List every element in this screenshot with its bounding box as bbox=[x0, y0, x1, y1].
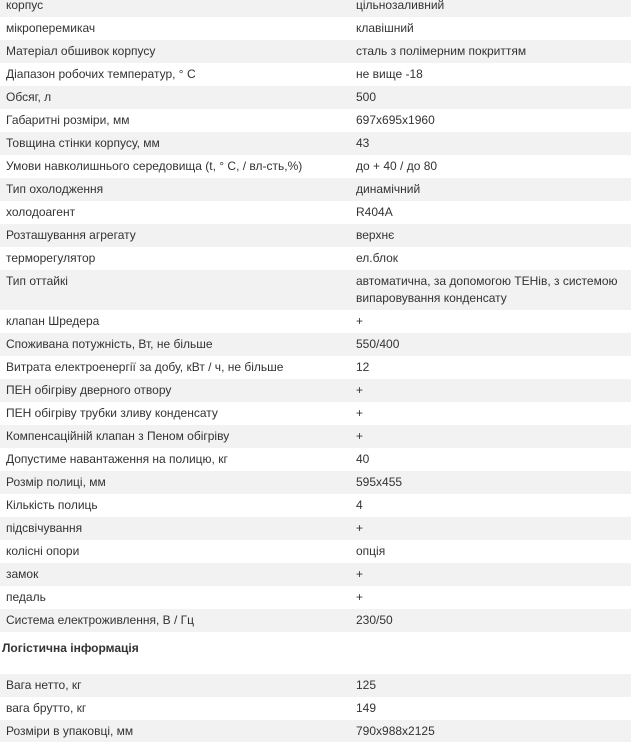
spec-label: Кількість полиць bbox=[0, 494, 350, 517]
spec-value: + bbox=[350, 586, 631, 609]
spec-value: верхнє bbox=[350, 224, 631, 247]
table-row bbox=[0, 494, 631, 517]
spec-value: + bbox=[350, 310, 631, 333]
logistics-table bbox=[0, 674, 631, 742]
table-row bbox=[0, 379, 631, 402]
spec-value: 790х988х2125 bbox=[350, 720, 631, 742]
table-row bbox=[0, 247, 631, 270]
spec-label: Товщина стінки корпусу, мм bbox=[0, 132, 350, 155]
table-row bbox=[0, 333, 631, 356]
spec-label: Компенсаційній клапан з Пеном обігріву bbox=[0, 425, 350, 448]
spec-value: 500 bbox=[350, 86, 631, 109]
spec-value: + bbox=[350, 425, 631, 448]
table-row bbox=[0, 109, 631, 132]
spec-value: 697х695х1960 bbox=[350, 109, 631, 132]
spec-label: педаль bbox=[0, 586, 350, 609]
spec-value: динамічний bbox=[350, 178, 631, 201]
table-row bbox=[0, 63, 631, 86]
spec-value: + bbox=[350, 563, 631, 586]
spec-label: Умови навколишнього середовища (t, ° С, / вл-сть,%) bbox=[0, 155, 350, 178]
table-row bbox=[0, 132, 631, 155]
spec-label: мікроперемикач bbox=[0, 17, 350, 40]
logistics-section-title: Логістична інформація bbox=[2, 641, 139, 655]
table-row bbox=[0, 178, 631, 201]
spec-label: Обсяг, л bbox=[0, 86, 350, 109]
spec-value: сталь з полімерним покриттям bbox=[350, 40, 631, 63]
table-row bbox=[0, 40, 631, 63]
spec-value: 550/400 bbox=[350, 333, 631, 356]
table-row bbox=[0, 17, 631, 40]
table-row bbox=[0, 563, 631, 586]
spec-label: холодоагент bbox=[0, 201, 350, 224]
spec-value: цільнозаливний bbox=[350, 0, 631, 17]
spec-label: Тип оттайкі bbox=[0, 270, 350, 310]
spec-value: 230/50 bbox=[350, 609, 631, 632]
spec-label: Габаритні розміри, мм bbox=[0, 109, 350, 132]
spec-value: 125 bbox=[350, 674, 631, 697]
spec-label: Споживана потужність, Вт, не більше bbox=[0, 333, 350, 356]
spec-label: ПЕН обігріву дверного отвору bbox=[0, 379, 350, 402]
spec-value: 40 bbox=[350, 448, 631, 471]
spec-label: підсвічування bbox=[0, 517, 350, 540]
spec-value: R404A bbox=[350, 201, 631, 224]
table-row bbox=[0, 201, 631, 224]
table-row bbox=[0, 0, 631, 17]
table-row bbox=[0, 402, 631, 425]
table-row bbox=[0, 517, 631, 540]
spec-value: + bbox=[350, 379, 631, 402]
table-row bbox=[0, 356, 631, 379]
table-row bbox=[0, 310, 631, 333]
spec-label: Допустиме навантаження на полицю, кг bbox=[0, 448, 350, 471]
table-row bbox=[0, 609, 631, 632]
spec-label: колісні опори bbox=[0, 540, 350, 563]
spec-label: клапан Шредера bbox=[0, 310, 350, 333]
spec-label: вага брутто, кг bbox=[0, 697, 350, 720]
table-row bbox=[0, 697, 631, 720]
spec-label: Розміри в упаковці, мм bbox=[0, 720, 350, 742]
spec-label: Розмір полиці, мм bbox=[0, 471, 350, 494]
spec-label: ПЕН обігріву трубки зливу конденсату bbox=[0, 402, 350, 425]
spec-value: опція bbox=[350, 540, 631, 563]
spec-value: не вище -18 bbox=[350, 63, 631, 86]
spec-label: Вага нетто, кг bbox=[0, 674, 350, 697]
spec-label: Система електроживлення, В / Гц bbox=[0, 609, 350, 632]
table-row bbox=[0, 425, 631, 448]
spec-label: Матеріал обшивок корпусу bbox=[0, 40, 350, 63]
spec-value: + bbox=[350, 517, 631, 540]
spec-value: 43 bbox=[350, 132, 631, 155]
table-row bbox=[0, 155, 631, 178]
table-row bbox=[0, 270, 631, 310]
spec-label: Розташування агрегату bbox=[0, 224, 350, 247]
table-row bbox=[0, 540, 631, 563]
spec-value: 595х455 bbox=[350, 471, 631, 494]
table-row bbox=[0, 674, 631, 697]
spec-value: клавішний bbox=[350, 17, 631, 40]
table-row bbox=[0, 586, 631, 609]
spec-label: Тип охолодження bbox=[0, 178, 350, 201]
table-row bbox=[0, 86, 631, 109]
spec-label: Діапазон робочих температур, ° С bbox=[0, 63, 350, 86]
spec-value: 12 bbox=[350, 356, 631, 379]
spec-value: 4 bbox=[350, 494, 631, 517]
table-row bbox=[0, 471, 631, 494]
spec-value: 149 bbox=[350, 697, 631, 720]
spec-value: до + 40 / до 80 bbox=[350, 155, 631, 178]
spec-label: Витрата електроенергії за добу, кВт / ч, не більше bbox=[0, 356, 350, 379]
spec-label: терморегулятор bbox=[0, 247, 350, 270]
spec-value: ел.блок bbox=[350, 247, 631, 270]
spec-value: + bbox=[350, 402, 631, 425]
spec-label: корпус bbox=[0, 0, 350, 17]
table-row bbox=[0, 448, 631, 471]
table-row bbox=[0, 720, 631, 742]
spec-label: замок bbox=[0, 563, 350, 586]
spec-value: автоматична, за допомогою ТЕНів, з системою випаровування конденсату bbox=[350, 270, 631, 310]
table-row bbox=[0, 224, 631, 247]
